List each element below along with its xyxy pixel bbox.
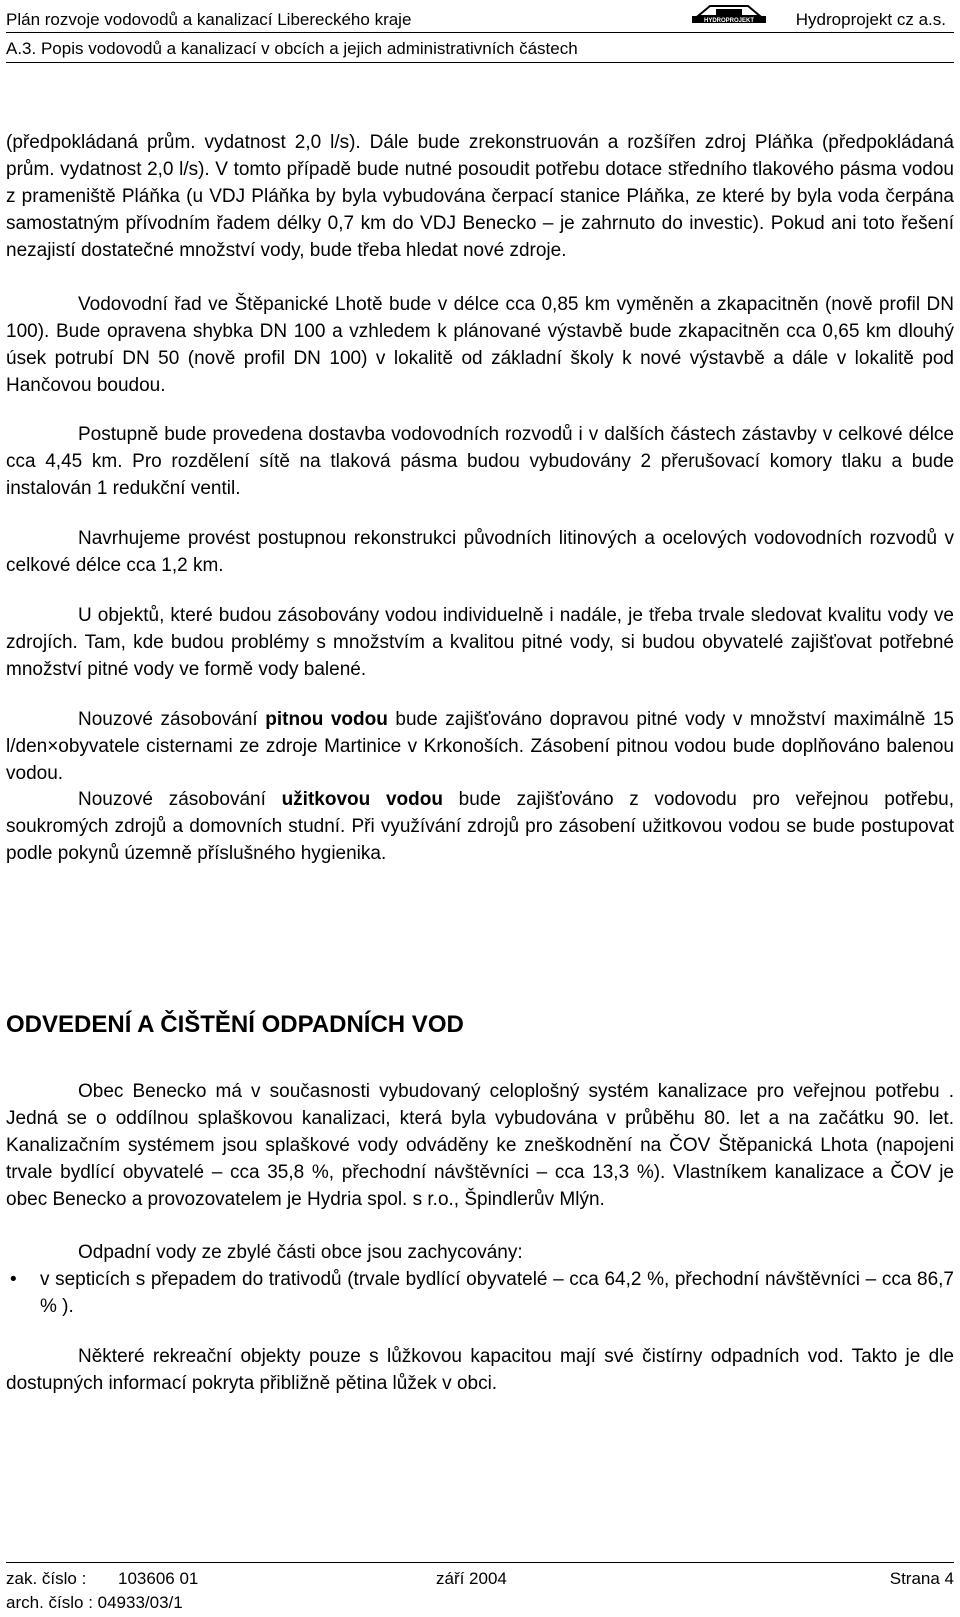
emergency-drinking-lead: Nouzové zásobování xyxy=(78,709,266,730)
svg-text:HYDROPROJEKT: HYDROPROJEKT xyxy=(703,18,755,24)
paragraph-emergency-service xyxy=(6,786,954,867)
section-heading: ODVEDENÍ A ČIŠTĚNÍ ODPADNÍCH VOD xyxy=(6,1011,464,1038)
paragraph-sewerage: Obec Benecko má v současnosti vybudovaný celoplošný systém kanalizace pro veřejnou potřebu . Jedná se o oddílnou splaškovou kanalizaci, která byla vybudována v průběhu 80. let a na začátku 90. let. Kanalizačním systémem jsou splaškové vody odváděny ke zneškodnění na ČOV Štěpanická Lhota (napojeni trvale bydlící obyvatelé – cca 35,8 %, přechodní návštěvníci – cca 13,3 %). Vlastníkem kanalizace a ČOV je obec Benecko a provozovatelem je Hydria spol. s r.o., Špindlerův Mlýn. xyxy=(6,1081,954,1210)
subtitle-text: A.3. Popis vodovodů a kanalizací v obcích a jejich administrativních částech xyxy=(6,39,578,58)
bullet-icon: • xyxy=(10,1269,17,1290)
paragraph-emergency-drinking xyxy=(6,706,954,787)
emergency-drinking-rest: bude zajišťováno dopravou pitné vody v množství maximálně 15 l/den×obyvatele cisternami ze zdroje Martinice v Krkonoších. Zásobení pitnou vodou bude doplňováno balenou vodou. xyxy=(6,709,954,784)
emergency-service-lead: Nouzové zásobování xyxy=(78,789,282,810)
document-title: Plán rozvoje vodovodů a kanalizací Libereckého kraje xyxy=(6,10,412,29)
paragraph-individual-supply: U objektů, které budou zásobovány vodou individuelně i nadále, je třeba trvale sledovat kvalitu vody ve zdrojích. Tam, kde budou problémy s množstvím a kvalitou pitné vody, si budou obyvatelé zajišťovat potřebné množství pitné vody ve formě vody balené. xyxy=(6,605,954,680)
paragraph-distribution: Postupně bude provedena dostavba vodovodních rozvodů i v dalších částech zástavby v celkové délce cca 4,45 km. Pro rozdělení sítě na tlaková pásma budou vybudovány 2 přerušovací komory tlaku a bude instalován 1 redukční ventil. xyxy=(6,424,954,499)
paragraph-wastewater-intro: Odpadní vody ze zbylé části obce jsou zachycovány: xyxy=(78,1242,523,1263)
footer-zak-value: 103606 01 xyxy=(118,1569,199,1588)
footer-rule xyxy=(6,1562,954,1563)
emergency-service-bold: užitkovou vodou xyxy=(281,789,443,810)
paragraph-recreational: Některé rekreační objekty pouze s lůžkovou kapacitou mají své čistírny odpadních vod. Takto je dle dostupných informací pokryta přibližně pětina lůžek v obci. xyxy=(6,1346,954,1394)
footer-arch-number: arch. číslo : 04933/03/1 xyxy=(6,1593,183,1612)
footer-page-number: Strana 4 xyxy=(889,1569,954,1588)
paragraph-reconstruction: Navrhujeme provést postupnou rekonstrukci původních litinových a ocelových vodovodních rozvodů v celkové délce cca 1,2 km. xyxy=(6,528,954,576)
footer-zak-label: zak. číslo : xyxy=(6,1569,87,1588)
subtitle-rule xyxy=(6,62,954,63)
emergency-service-rest: bude zajišťováno z vodovodu pro veřejnou potřebu, soukromých zdrojů a domovních studní. Při využívání zdrojů pro zásobení užitkovou vodou se bude postupovat podle pokynů územně příslušného hygienika. xyxy=(6,789,954,864)
header-rule xyxy=(6,32,954,33)
list-item xyxy=(6,1266,954,1320)
emergency-drinking-bold: pitnou vodou xyxy=(265,709,388,730)
paragraph-water-source: (předpokládaná prům. vydatnost 2,0 l/s). Dále bude zrekonstruován a rozšířen zdroj Pláňka (předpokládaná prům. vydatnost 2,0 l/s). V tomto případě bude nutné posoudit potřebu dotace středního tlakového pásma vodou z prameniště Pláňka (u VDJ Pláňka by byla vybudována čerpací stanice Pláňka, ze které by byla voda čerpána samostatným přívodním řadem délky 0,7 km do VDJ Benecko – je zahrnuto do investic). Pokud ani toto řešení nezajistí dostatečné množství vody, bude třeba hledat nové zdroje. xyxy=(6,132,954,261)
bullet-text: v septicích s přepadem do trativodů (trvale bydlící obyvatelé – cca 64,2 %, přechodní návštěvníci – cca 86,7 % ). xyxy=(40,1269,954,1317)
company-name: Hydroprojekt cz a.s. xyxy=(795,10,946,29)
paragraph-stepanicka-lhota: Vodovodní řad ve Štěpanické Lhotě bude v délce cca 0,85 km vyměněn a zkapacitněn (nově profil DN 100). Bude opravena shybka DN 100 a vzhledem k plánované výstavbě bude zkapacitněn cca 0,65 km dlouhý úsek potrubí DN 50 (nově profil DN 100) v lokalitě od základní školy k nové výstavbě a dále v lokalitě pod Hančovou boudou. xyxy=(6,294,954,396)
footer-date: září 2004 xyxy=(436,1569,507,1588)
hydroprojekt-logo xyxy=(690,2,768,24)
